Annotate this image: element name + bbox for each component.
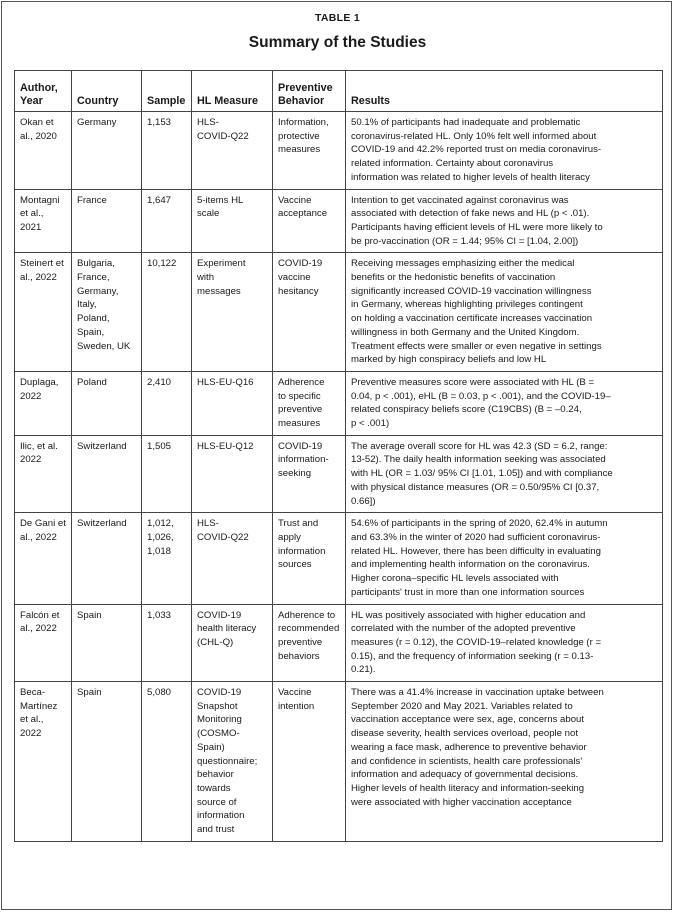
cell-sample: 5,080 [142,682,192,842]
cell-country: Spain [72,604,142,682]
cell-preventive-behavior: Adherence to specific preventive measures [273,371,346,435]
table-title: Summary of the Studies [248,34,427,51]
table-row [15,435,663,513]
header-row [15,71,663,112]
cell-country: Bulgaria, France, Germany, Italy, Poland, Spain, Sweden, UK [72,253,142,372]
cell-author: De Gani et al., 2022 [15,513,72,604]
cell-hl-measure: HLS-EU-Q16 [192,371,273,435]
cell-hl-measure: COVID-19 health literacy (CHL-Q) [192,604,273,682]
header-author: Author, Year [15,71,72,112]
cell-author: Falcón et al., 2022 [15,604,72,682]
cell-hl-measure: HLS- COVID-Q22 [192,112,273,190]
cell-hl-measure: HLS-EU-Q12 [192,435,273,513]
header-preventive-behavior: Preventive Behavior [273,71,346,112]
table-row [15,604,663,682]
cell-country: Germany [72,112,142,190]
cell-author: Ilic, et al. 2022 [15,435,72,513]
header-results: Results [346,71,663,112]
cell-results: Intention to get vaccinated against coronavirus was associated with detection of fake news and HL (p < .01). Participants having efficient levels of HL were more likely to be pro-vaccination (OR = 1.44; 95% CI = [1.04, 2.00]) [346,189,663,253]
cell-author: Duplaga, 2022 [15,371,72,435]
cell-country: France [72,189,142,253]
cell-results: HL was positively associated with higher education and correlated with the number of the adopted preventive measures (r = 0.12), the COVID-19–related knowledge (r = 0.15), and the frequency of information seeking (r = 0.13- 0.21). [346,604,663,682]
cell-results: Preventive measures score were associated with HL (B = 0.04, p < .001), eHL (B = 0.03, p < .001), and the COVID-19– related conspiracy beliefs score (C19CBS) (B = –0.24, p < .001) [346,371,663,435]
cell-results: 50.1% of participants had inadequate and problematic coronavirus-related HL. Only 10% felt well informed about COVID-19 and 42.2% reported trust on media coronavirus- related information. Certainty about coronavirus information was related to higher levels of health literacy [346,112,663,190]
cell-author: Montagni et al., 2021 [15,189,72,253]
cell-sample: 2,410 [142,371,192,435]
cell-results: The average overall score for HL was 42.3 (SD = 6.2, range: 13-52). The daily health information seeking was associated with HL (OR = 1.03/ 95% CI [1.01, 1.05]) and with compliance with physical distance measures (OR = 0.50/95% CI [0.37, 0.66]) [346,435,663,513]
table-row [15,112,663,190]
table-row [15,253,663,372]
cell-results: Receiving messages emphasizing either the medical benefits or the hedonistic benefits of vaccination significantly increased COVID-19 vaccination willingness in Germany, whereas highlighting privileges contingent on holding a vaccination certificate increases vaccination willingness in both Germany and the United Kingdom. Treatment effects were smaller or even negative in settings marked by high conspiracy beliefs and low HL [346,253,663,372]
table-row [15,189,663,253]
table-row [15,682,663,842]
cell-country: Poland [72,371,142,435]
table-label: TABLE 1 [314,12,361,24]
cell-country: Spain [72,682,142,842]
header-hl-measure: HL Measure [192,71,273,112]
cell-results: There was a 41.4% increase in vaccination uptake between September 2020 and May 2021. Variables related to vaccination acceptance were sex, age, concerns about disease severity, health services overload, people not wearing a face mask, adherence to preventive behavior and confidence in scientists, health care professionals' information and adequacy of governmental decisions. Higher levels of health literacy and information-seeking were associated with higher vaccination acceptance [346,682,663,842]
cell-preventive-behavior: Information, protective measures [273,112,346,190]
cell-sample: 1,012, 1,026, 1,018 [142,513,192,604]
cell-author: Beca- Martínez et al., 2022 [15,682,72,842]
cell-preventive-behavior: Vaccine intention [273,682,346,842]
cell-preventive-behavior: Adherence to recommended preventive behaviors [273,604,346,682]
header-country: Country [72,71,142,112]
cell-hl-measure: HLS- COVID-Q22 [192,513,273,604]
cell-author: Steinert et al., 2022 [15,253,72,372]
cell-preventive-behavior: COVID-19 vaccine hesitancy [273,253,346,372]
cell-sample: 1,505 [142,435,192,513]
cell-preventive-behavior: COVID-19 information- seeking [273,435,346,513]
cell-hl-measure: 5-items HL scale [192,189,273,253]
cell-hl-measure: Experiment with messages [192,253,273,372]
cell-author: Okan et al., 2020 [15,112,72,190]
cell-preventive-behavior: Vaccine acceptance [273,189,346,253]
cell-preventive-behavior: Trust and apply information sources [273,513,346,604]
cell-sample: 10,122 [142,253,192,372]
cell-hl-measure: COVID-19 Snapshot Monitoring (COSMO- Spain) questionnaire; behavior towards source of information and trust [192,682,273,842]
cell-sample: 1,647 [142,189,192,253]
summary-table [14,70,663,842]
cell-country: Switzerland [72,513,142,604]
cell-country: Switzerland [72,435,142,513]
cell-sample: 1,033 [142,604,192,682]
cell-sample: 1,153 [142,112,192,190]
table-row [15,513,663,604]
table-row [15,371,663,435]
header-sample: Sample [142,71,192,112]
cell-results: 54.6% of participants in the spring of 2020, 62.4% in autumn and 63.3% in the winter of 2020 had sufficient coronavirus- related HL. However, there has been difficulty in evaluating and implementing health information on the coronavirus. Higher corona–specific HL levels associated with participants' trust in more than one information sources [346,513,663,604]
